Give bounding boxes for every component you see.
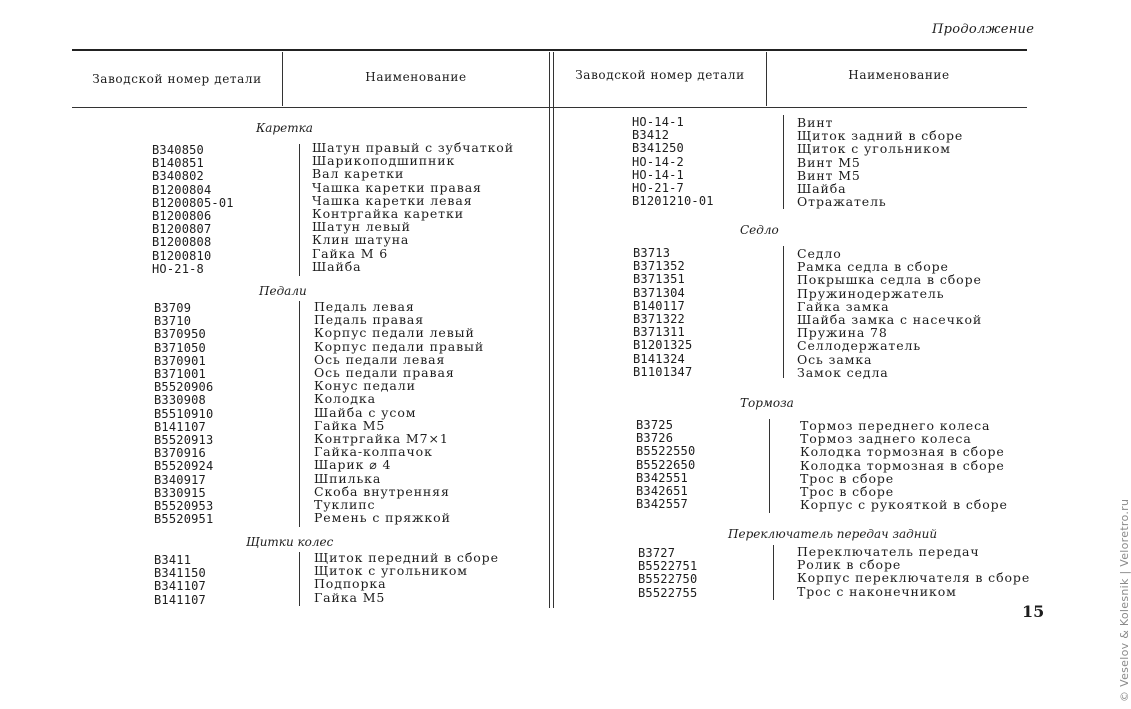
- part-name: Винт: [797, 115, 834, 130]
- part-number: НО-14-1: [632, 115, 684, 129]
- section-title-brakes: Тормоза: [740, 396, 794, 410]
- part-name: Переключатель передач: [797, 544, 980, 559]
- section-title-pedals: Педали: [259, 284, 307, 298]
- table-center-divider: [549, 52, 550, 608]
- part-name: Колодка тормозная в сборе: [800, 457, 1005, 473]
- section-title-fenders: Щитки колес: [246, 535, 334, 549]
- names-brakes: [800, 419, 1008, 511]
- part-number: В371311: [633, 325, 685, 340]
- part-name: Шатун левый: [312, 219, 411, 235]
- part-number: В342557: [636, 497, 688, 512]
- part-number: В5520951: [154, 512, 214, 527]
- part-number: В5520906: [154, 380, 214, 395]
- part-name: Гайка М5: [314, 589, 386, 605]
- part-name: Педаль правая: [314, 312, 425, 328]
- part-name: Вал каретки: [312, 166, 405, 182]
- name-column-line: [299, 552, 300, 606]
- part-name: Контргайка М7×1: [314, 431, 449, 447]
- part-number: В1201325: [633, 338, 693, 353]
- part-number: В371001: [154, 367, 206, 382]
- section-title-carriage: Каретка: [256, 121, 313, 135]
- part-name: Шарик ⌀ 4: [314, 457, 392, 473]
- part-name: Щиток задний в сборе: [797, 128, 964, 144]
- part-name: Корпус с рукояткой в сборе: [800, 497, 1008, 513]
- part-number: В5522750: [638, 572, 698, 587]
- part-number: В5522755: [638, 585, 698, 600]
- part-name: Шайба замка с насечкой: [797, 312, 983, 328]
- names-derailleur: [797, 545, 1030, 598]
- part-number: В371351: [633, 272, 685, 287]
- part-number: НО-14-2: [632, 154, 684, 169]
- header-left-name: Наименование: [365, 70, 467, 84]
- part-number: В330915: [154, 485, 206, 500]
- part-number: В1200807: [152, 222, 212, 237]
- part-number: В5510910: [154, 406, 214, 421]
- part-name: Гайка замка: [797, 298, 890, 314]
- part-number: В3709: [154, 301, 192, 315]
- part-number: В371304: [633, 285, 685, 300]
- part-number: В371050: [154, 340, 206, 355]
- watermark: © Veselov & Kolesnik | Veloretro.ru: [1118, 498, 1131, 702]
- part-numbers-brakes: [636, 419, 695, 511]
- part-number: В141324: [633, 351, 685, 366]
- header-right-part-number: Заводской номер детали: [575, 68, 745, 82]
- part-name: Клин шатуна: [312, 232, 410, 248]
- part-name: Гайка М5: [314, 417, 386, 433]
- part-name: Тормоз заднего колеса: [800, 431, 972, 447]
- table-top-rule: [72, 49, 1027, 51]
- part-name: Пружина 78: [797, 325, 888, 341]
- part-number: В330908: [154, 393, 206, 408]
- part-number: В340802: [152, 169, 204, 184]
- part-number: В5520913: [154, 433, 214, 448]
- part-name: Щиток с угольником: [797, 141, 951, 157]
- header-divider-left: [282, 52, 283, 106]
- part-number: В1101347: [633, 364, 693, 379]
- part-number: В5520924: [154, 459, 214, 474]
- part-name: Селлодержатель: [797, 338, 922, 354]
- part-number: В342651: [636, 484, 688, 499]
- part-number: В141107: [154, 592, 206, 607]
- part-number: В141107: [154, 419, 206, 434]
- part-name: Винт М5: [797, 154, 861, 170]
- part-name: Педаль левая: [314, 299, 415, 314]
- part-numbers-carriage: [152, 144, 234, 276]
- names-pedals: [314, 300, 484, 524]
- part-name: Колодка тормозная в сборе: [800, 444, 1005, 460]
- part-name: Шатун правый с зубчаткой: [312, 140, 514, 155]
- part-name: Ремень с пряжкой: [314, 510, 451, 526]
- part-number: В341107: [154, 579, 206, 594]
- name-column-line: [783, 246, 784, 378]
- names-top: [797, 116, 963, 208]
- part-name: Шпилька: [314, 470, 382, 486]
- name-column-line: [299, 144, 300, 276]
- part-name: Трос в сборе: [800, 470, 895, 486]
- part-number: В1200804: [152, 182, 212, 197]
- part-number: НО-21-8: [152, 261, 204, 276]
- part-name: Чашка каретки левая: [312, 192, 473, 208]
- names-carriage: [312, 141, 514, 273]
- part-name: Конус педали: [314, 378, 416, 394]
- part-number: В370901: [154, 353, 206, 368]
- part-name: Туклипс: [314, 497, 376, 513]
- part-name: Чашка каретки правая: [312, 179, 482, 195]
- part-number: НО-21-7: [632, 181, 684, 196]
- part-number: В340850: [152, 143, 204, 157]
- part-number: В1200806: [152, 209, 212, 224]
- name-column-line: [773, 545, 774, 600]
- name-column-line: [783, 115, 784, 209]
- name-column-line: [299, 301, 300, 527]
- part-numbers-pedals: [154, 302, 213, 526]
- part-number: В3411: [154, 553, 192, 567]
- part-name: Подпорка: [314, 576, 387, 592]
- part-number: В370950: [154, 327, 206, 342]
- part-name: Седло: [797, 246, 842, 261]
- part-name: Шайба: [312, 258, 362, 274]
- part-name: Пружинодержатель: [797, 285, 945, 301]
- part-name: Корпус педали левый: [314, 325, 475, 341]
- part-number: В140851: [152, 156, 204, 171]
- part-numbers-top: [632, 116, 714, 208]
- part-number: В370916: [154, 446, 206, 461]
- part-number: В371352: [633, 259, 685, 274]
- names-fenders: [314, 551, 499, 604]
- section-title-derailleur: Переключатель передач задний: [728, 527, 938, 541]
- part-name: Шайба с усом: [314, 404, 417, 420]
- part-number: В5522650: [636, 457, 696, 472]
- part-name: Ось педали левая: [314, 351, 446, 367]
- part-name: Покрышка седла в сборе: [797, 272, 982, 288]
- part-number: В3710: [154, 314, 192, 329]
- part-name: Винт М5: [797, 167, 861, 183]
- part-numbers-fenders: [154, 554, 206, 607]
- part-number: В371322: [633, 312, 685, 327]
- part-numbers-saddle: [633, 247, 692, 379]
- part-number: В3412: [632, 128, 670, 143]
- part-name: Щиток передний в сборе: [314, 550, 499, 565]
- part-name: Щиток с угольником: [314, 563, 468, 579]
- part-number: В340917: [154, 472, 206, 487]
- part-name: Колодка: [314, 391, 376, 407]
- part-number: В3713: [633, 246, 671, 260]
- part-name: Отражатель: [797, 194, 887, 210]
- continued-label: Продолжение: [932, 22, 1035, 37]
- part-name: Ось педали правая: [314, 365, 455, 381]
- part-number: В341250: [632, 141, 684, 156]
- part-number: В3727: [638, 546, 676, 560]
- part-name: Корпус переключателя в сборе: [797, 570, 1031, 586]
- section-title-saddle: Седло: [740, 223, 779, 237]
- part-number: В140117: [633, 298, 685, 313]
- part-name: Гайка М 6: [312, 245, 389, 261]
- part-number: В5522751: [638, 559, 698, 574]
- part-number: В1201210-01: [632, 194, 714, 209]
- part-numbers-derailleur: [638, 547, 697, 600]
- part-name: Скоба внутренняя: [314, 483, 450, 499]
- part-number: В5520953: [154, 499, 214, 514]
- part-name: Замок седла: [797, 364, 889, 380]
- names-saddle: [797, 247, 982, 379]
- part-number: В1200805-01: [152, 195, 234, 210]
- part-name: Корпус педали правый: [314, 338, 485, 354]
- part-name: Контргайка каретки: [312, 206, 464, 222]
- part-name: Тормоз переднего колеса: [800, 418, 991, 433]
- part-name: Рамка седла в сборе: [797, 259, 949, 275]
- part-name: Трос с наконечником: [797, 583, 957, 599]
- part-number: В3726: [636, 431, 674, 446]
- header-right-name: Наименование: [848, 68, 950, 82]
- part-number: В341150: [154, 566, 206, 581]
- part-number: В1200808: [152, 235, 212, 250]
- part-number: В5522550: [636, 444, 696, 459]
- part-name: Гайка-колпачок: [314, 444, 433, 460]
- part-name: Шайба: [797, 181, 847, 197]
- part-name: Трос в сборе: [800, 484, 895, 500]
- header-left-part-number: Заводской номер детали: [92, 72, 262, 86]
- part-number: В342551: [636, 470, 688, 485]
- part-number: В1200810: [152, 248, 212, 263]
- page-number: 15: [1022, 602, 1045, 621]
- table-center-divider-2: [553, 52, 554, 608]
- part-name: Шарикоподшипник: [312, 153, 456, 169]
- part-number: В3725: [636, 418, 674, 432]
- part-number: НО-14-1: [632, 167, 684, 182]
- part-name: Ось замка: [797, 351, 873, 367]
- name-column-line: [769, 419, 770, 513]
- header-divider-right: [766, 52, 767, 106]
- part-name: Ролик в сборе: [797, 557, 902, 573]
